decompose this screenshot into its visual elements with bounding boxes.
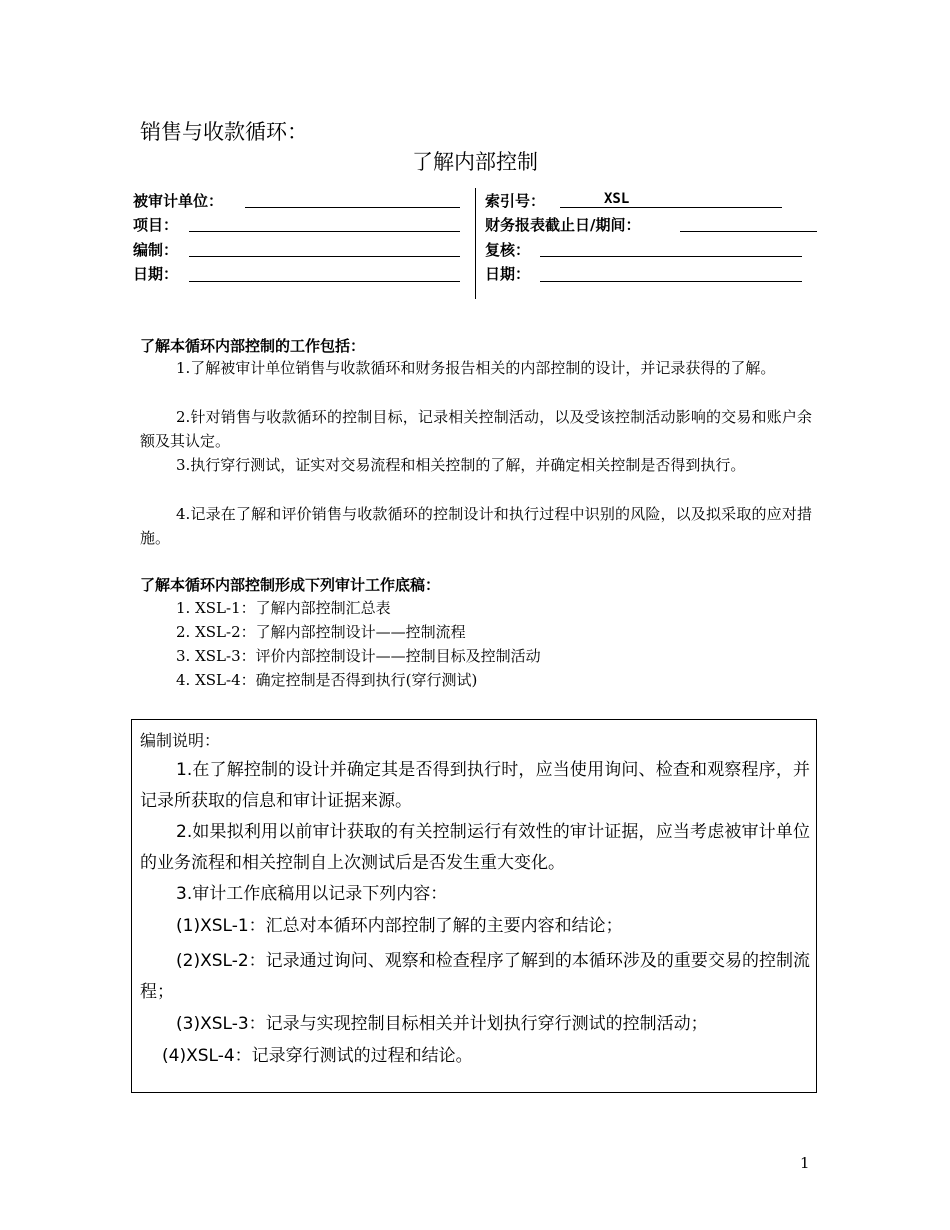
workpaper-list-item: 1. XSL-1：了解内部控制汇总表: [176, 599, 391, 617]
index-value: XSL: [604, 191, 630, 207]
notes-title: 编制说明：: [140, 731, 221, 750]
notes-item: 2.如果拟利用以前审计获取的有关控制运行有效性的审计证据，应当考虑被审计单位的业务流程和相关控制自上次测试后是否发生重大变化。: [140, 822, 810, 873]
auditee-field-line[interactable]: [245, 207, 460, 208]
project-field-line[interactable]: [189, 231, 460, 232]
prepared-by-field-line[interactable]: [189, 256, 460, 257]
workpaper-list-item: 4. XSL-4：确定控制是否得到执行(穿行测试): [176, 671, 478, 689]
notes-item: (3)XSL-3：记录与实现控制目标相关并计划执行穿行测试的控制活动；: [176, 1014, 708, 1034]
date-label-left: 日期：: [133, 265, 179, 283]
notes-item: (1)XSL-1：汇总对本循环内部控制了解的主要内容和结论；: [176, 916, 623, 936]
document-title: 了解内部控制: [412, 150, 538, 174]
cycle-title: 销售与收款循环：: [140, 120, 308, 144]
work-scope-item: 1.了解被审计单位销售与收款循环和财务报告相关的内部控制的设计，并记录获得的了解。: [176, 359, 776, 377]
work-scope-item: 2.针对销售与收款循环的控制目标，记录相关控制活动，以及受该控制活动影响的交易和账户余额及其认定。: [140, 408, 812, 450]
period-label: 财务报表截止日/期间：: [485, 216, 641, 234]
notes-item: (4)XSL-4：记录穿行测试的过程和结论。: [162, 1046, 473, 1066]
period-field-line[interactable]: [680, 231, 817, 232]
reviewer-label: 复核：: [485, 241, 531, 259]
work-scope-item: 4.记录在了解和评价销售与收款循环的控制设计和执行过程中识别的风险，以及拟采取的应对措施。: [140, 505, 812, 547]
project-label: 项目：: [133, 216, 179, 234]
workpaper-list-item: 3. XSL-3：评价内部控制设计——控制目标及控制活动: [176, 647, 541, 665]
header-column-divider: [475, 188, 476, 299]
reviewer-field-line[interactable]: [540, 256, 802, 257]
notes-item: 3.审计工作底稿用以记录下列内容：: [176, 884, 448, 904]
auditee-label: 被审计单位：: [133, 192, 224, 210]
workpaper-list-item: 2. XSL-2：了解内部控制设计——控制流程: [176, 623, 466, 641]
page-number: 1: [800, 1154, 810, 1172]
date-label-right: 日期：: [485, 265, 531, 283]
prepared-by-label: 编制：: [133, 241, 179, 259]
work-scope-heading: 了解本循环内部控制的工作包括：: [140, 337, 366, 355]
workpapers-heading: 了解本循环内部控制形成下列审计工作底稿：: [140, 576, 441, 594]
date-field-line-left[interactable]: [189, 281, 460, 282]
work-scope-item: 3.执行穿行测试，证实对交易流程和相关控制的了解，并确定相关控制是否得到执行。: [176, 456, 746, 474]
index-label: 索引号：: [485, 192, 546, 210]
index-field-line[interactable]: [560, 207, 782, 208]
notes-item: 1.在了解控制的设计并确定其是否得到执行时，应当使用询问、检查和观察程序，并记录所获取的信息和审计证据来源。: [140, 760, 810, 811]
date-field-line-right[interactable]: [540, 281, 802, 282]
notes-item: (2)XSL-2：记录通过询问、观察和检查程序了解到的本循环涉及的重要交易的控制流程；: [140, 951, 810, 1002]
